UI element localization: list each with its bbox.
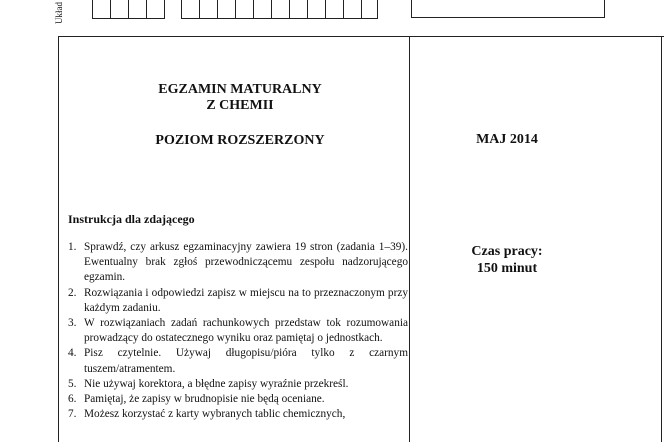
instructions-list [68,240,408,422]
time-label: Czas pracy: [471,244,543,259]
instruction-item: 5. Nie używaj korektora, a błędne zapisy wyraźnie przekreśl. [68,377,349,390]
instruction-item: 4. Pisz czytelnie. Używaj długopisu/pióra tylko z czarnym tuszem/atramentem. [68,347,408,375]
code-box[interactable] [218,0,236,19]
code-box[interactable] [111,0,129,19]
exam-date: MAJ 2014 [476,132,538,147]
code-box[interactable] [272,0,290,19]
code-box[interactable] [254,0,272,19]
code-box[interactable] [200,0,218,19]
code-box[interactable] [236,0,254,19]
left-frame-line [58,36,59,442]
instructions-heading: Instrukcja dla zdającego [68,212,195,226]
barcode-box [411,0,605,18]
code-box[interactable] [362,0,378,19]
side-label [54,0,88,24]
code-box[interactable] [326,0,344,19]
instruction-item: 6. Pamiętaj, że zapisy w brudnopisie nie będą oceniane. [68,393,325,406]
time-value: 150 minut [476,261,538,276]
instruction-item: 1. Sprawdź, czy arkusz egzaminacyjny zawiera 19 stron (zadania 1–39). Ewentualny brak zgłoś przewodniczącemu zespołu nadzorującego egzamin. [68,241,408,284]
instruction-item: 2. Rozwiązania i odpowiedzi zapisz w miejscu na to przeznaczonym przy każdym zadaniu. [68,286,408,314]
code-box[interactable] [182,0,200,19]
code-box[interactable] [93,0,111,19]
instruction-item: 7. Możesz korzystać z karty wybranych tablic chemicznych, [68,408,346,421]
side-label-text: Układ [54,2,64,24]
exam-title-line1: EGZAMIN MATURALNY [158,82,322,97]
right-frame-line [661,36,662,442]
code-box[interactable] [129,0,147,19]
exam-level: POZIOM ROZSZERZONY [155,133,325,148]
code-boxes-group-2 [181,0,378,19]
exam-title-line2: Z CHEMII [206,98,274,113]
code-box[interactable] [290,0,308,19]
code-box[interactable] [344,0,362,19]
code-boxes-group-1 [92,0,165,19]
column-divider [409,36,410,442]
code-box[interactable] [147,0,165,19]
instruction-item: 3. W rozwiązaniach zadań rachunkowych przedstaw tok rozumowania prowadzący do ostatecznego wyniku oraz pamiętaj o jednostkach. [68,317,408,345]
header-divider [58,36,664,37]
code-box[interactable] [308,0,326,19]
